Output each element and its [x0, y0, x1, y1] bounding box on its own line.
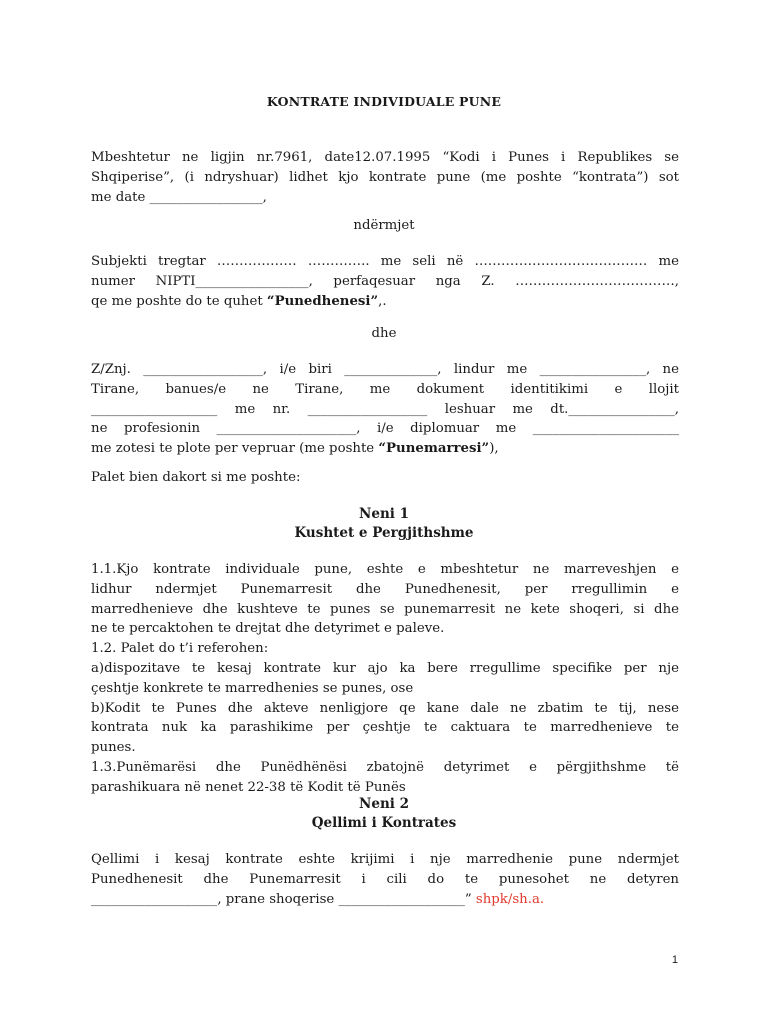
article1-heading: Neni 1: [359, 506, 409, 522]
employer-line: Subjekti tregtar ……………… ………….. me seli në ………………………………… me: [91, 254, 679, 269]
employee-line: [91, 439, 679, 459]
article1-line: 1.2. Palet do t’i referohen:: [91, 641, 269, 657]
intro-line: me date _________________,: [91, 189, 267, 205]
article1-line: ne te percaktohen te drejtat dhe detyrimet e paleve.: [91, 621, 445, 637]
article2-line: Qellimi i kesaj kontrate eshte krijimi i nje marredhenie pune ndermjet: [91, 852, 679, 867]
intro-line: Shqiperise”, (i ndryshuar) lidhet kjo kontrate pune (me poshte “kontrata”) sot: [91, 169, 679, 185]
employee-term: “Punemarresi”: [378, 441, 490, 457]
article1-line: lidhur ndermjet Punemarresit dhe Punedhenesit, per rregullimin e: [91, 581, 679, 597]
intro-paragraph: [91, 148, 679, 207]
and-label: dhe: [371, 326, 397, 341]
between-label: ndërmjet: [353, 218, 415, 233]
employer-line: numer NIPTI_________________, perfaqesuar nga Z. ………………………………,: [91, 273, 679, 289]
article1-line: a)dispozitave te kesaj kontrate kur ajo ka bere rregullime specifike per nje: [91, 660, 679, 676]
article1-line: punes.: [91, 740, 136, 756]
article1-line: parashikuara në nenet 22-38 të Kodit të Punës: [91, 779, 406, 795]
article2-line: Punedhenesit dhe Punemarresit i cili do te punesohet ne detyren: [91, 871, 679, 887]
article1-line: çeshtje konkrete te marredhenies se punes, ose: [91, 680, 414, 696]
employer-line3-end: ,.: [378, 293, 387, 309]
agreement-line: [91, 468, 679, 488]
employee-line: Tirane, banues/e ne Tirane, me dokument identitikimi e llojit: [91, 381, 679, 397]
article1-line: kontrata nuk ka parashikime per çeshtje te caktuara te marredhenieve te: [91, 720, 679, 736]
employee-line: ne profesionin _____________________, i/e diplomuar me ______________________: [91, 421, 679, 437]
company-type-highlight: shpk/sh.a.: [475, 891, 545, 907]
article1-body: [91, 560, 679, 798]
employer-term: “Punedhenesi”: [266, 293, 379, 309]
article2-line: [91, 890, 679, 910]
article1-subheading: Kushtet e Pergjithshme: [294, 525, 474, 541]
employer-paragraph: [91, 252, 679, 311]
article2-subheading: Qellimi i Kontrates: [311, 815, 457, 831]
employee-paragraph: [91, 360, 679, 459]
article2-line3-text: ___________________, prane shoqerise ___________________”: [91, 891, 476, 907]
employee-line: Z/Znj. __________________, i/e biri ______________, lindur me ________________, ne: [91, 362, 679, 377]
article2-body: [91, 850, 679, 909]
article1-line: 1.1.Kjo kontrate individuale pune, eshte e mbeshtetur ne marreveshjen e: [91, 562, 679, 577]
employee-line5-text: me zotesi te plote per vepruar (me poshte: [91, 441, 379, 457]
page-number: 1: [671, 954, 678, 966]
employee-line5-end: ),: [489, 441, 499, 457]
article1-line: 1.3.Punëmarësi dhe Punëdhënësi zbatojnë detyrimet e përgjithshme të: [91, 759, 679, 775]
employer-line3-text: qe me poshte do te quhet: [91, 293, 267, 309]
employer-line: [91, 292, 679, 312]
document-title: KONTRATE INDIVIDUALE PUNE: [266, 94, 502, 109]
employee-line: ___________________ me nr. __________________ leshuar me dt.________________,: [91, 401, 679, 417]
intro-line: Mbeshtetur ne ligjin nr.7961, date12.07.1995 “Kodi i Punes i Republikes se: [91, 150, 679, 165]
agreement-text: Palet bien dakort si me poshte:: [91, 470, 301, 485]
article2-heading: Neni 2: [359, 796, 409, 812]
article1-line: b)Kodit te Punes dhe akteve nenligjore qe kane dale ne zbatim te tij, nese: [91, 700, 679, 716]
article1-line: marredhenieve dhe kushteve te punes se punemarresit ne kete shoqeri, si dhe: [91, 601, 679, 617]
